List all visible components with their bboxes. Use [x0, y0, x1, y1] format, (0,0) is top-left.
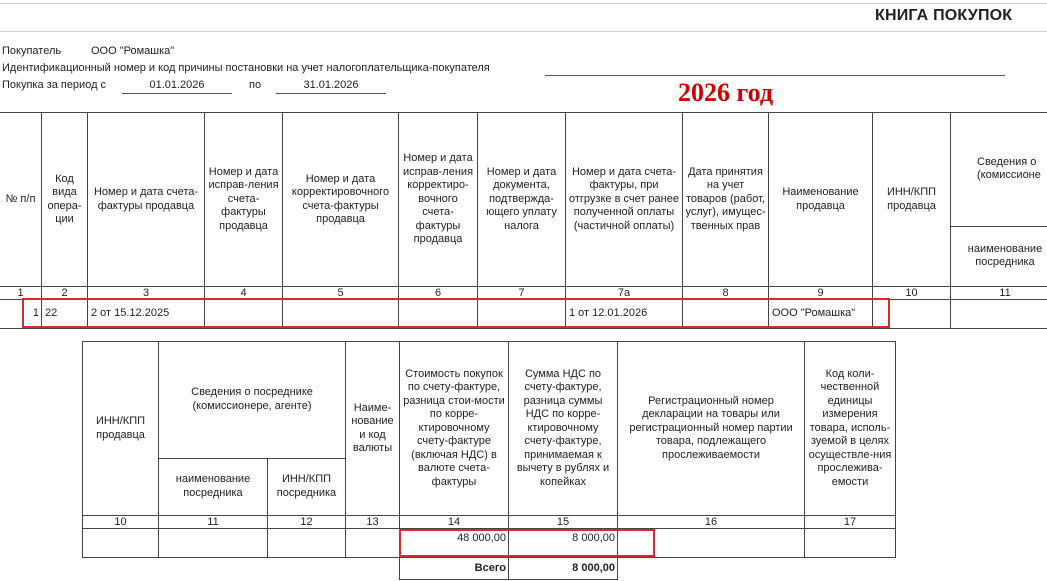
period-label: Покупка за период с [2, 79, 107, 91]
total-vat: 8 000,00 [509, 558, 618, 580]
col-header-4: Номер и дата исправ-ления счета-фактуры продавца [205, 113, 283, 287]
col-number: 1 [0, 287, 42, 300]
period-from: 01.01.2026 [122, 79, 232, 94]
period-to-label: по [249, 79, 262, 91]
row-number: 1 [0, 300, 42, 329]
inn-value-line [545, 75, 1005, 76]
column-number-row [0, 287, 1047, 300]
buyer-label: Покупатель [2, 45, 62, 57]
currency [346, 529, 400, 558]
col-header-3: Номер и дата счета-фактуры продавца [88, 113, 205, 287]
year-annotation: 2026 год [678, 78, 774, 107]
intermediary-group-header: Сведения о посреднике (комиссионере, агенте) [159, 342, 346, 459]
payment-document [478, 300, 566, 329]
unit-code [805, 529, 896, 558]
col-number: 17 [805, 516, 896, 529]
col-header-9: Наименование продавца [769, 113, 873, 287]
col-number: 8 [683, 287, 769, 300]
col-number: 11 [951, 287, 1047, 300]
col-header-11: наименование посредника [951, 226, 1047, 286]
purchase-book-table-continued [82, 341, 896, 580]
declaration-number [618, 529, 805, 558]
col-header-15: Сумма НДС по счету-фактуре, разница суммы НДС по корре-ктировочному счету-фактуре, принимаемая к вычету в рублях и копейках [509, 342, 618, 516]
col-number: 4 [205, 287, 283, 300]
seller-inn [873, 300, 951, 329]
col-header-13: Наиме-нование и код валюты [346, 342, 400, 516]
col-number: 9 [769, 287, 873, 300]
col-number: 13 [346, 516, 400, 529]
col-header-6: Номер и дата исправ-ления корректиро-вочного счета-фактуры продавца [399, 113, 478, 287]
col-number: 14 [400, 516, 509, 529]
col-number: 11 [159, 516, 268, 529]
page-title: КНИГА ПОКУПОК [875, 7, 1013, 24]
prepayment-invoice: 1 от 12.01.2026 [566, 300, 683, 329]
period-to: 31.01.2026 [276, 79, 386, 94]
col-number: 2 [42, 287, 88, 300]
col-header-2: Код вида опера-ции [42, 113, 88, 287]
purchase-book-table [0, 112, 1047, 329]
col-number: 12 [268, 516, 346, 529]
total-row [83, 558, 896, 580]
purchase-cost: 48 000,00 [400, 529, 509, 558]
table-row[interactable] [0, 300, 1047, 329]
intermediary-name [159, 529, 268, 558]
adjustment-invoice [283, 300, 399, 329]
col-header-14: Стоимость покупок по счету-фактуре, разница стои-мости по корре-ктировочному счету-фактуре (включая НДС) в валюте счета-фактуры [400, 342, 509, 516]
col-number: 6 [399, 287, 478, 300]
title-divider [0, 31, 1047, 32]
col-header-10: ИНН/КПП продавца [873, 113, 951, 287]
acceptance-date [683, 300, 769, 329]
col-header-16: Регистрационный номер декларации на товары или регистрационный номер партии товара, подлежащего прослеживаемости [618, 342, 805, 516]
vat-amount: 8 000,00 [509, 529, 618, 558]
inn-label: Идентификационный номер и код причины постановки на учет налогоплательщика-покупателя [2, 62, 490, 74]
col-number: 7а [566, 287, 683, 300]
col-header-17: Код коли-чественной единицы измерения товара, исполь-зуемой в целях осуществле-ния прослежива-емости [805, 342, 896, 516]
total-label: Всего [400, 558, 509, 580]
col-header-8: Дата принятия на учет товаров (работ, услуг), имущес-твенных прав [683, 113, 769, 287]
col-number: 10 [83, 516, 159, 529]
col-number: 10 [873, 287, 951, 300]
operation-code: 22 [42, 300, 88, 329]
col-header-7a: Номер и дата счета-фактуры, при отгрузке в счет ранее полученной оплаты (частичной оплаты) [566, 113, 683, 287]
intermediary-name [951, 300, 1047, 329]
seller-inn [83, 529, 159, 558]
intermediary-group-header: Сведения о (комиссионе [951, 113, 1047, 227]
invoice-number: 2 от 15.12.2025 [88, 300, 205, 329]
table-row[interactable] [83, 529, 896, 558]
col-number: 16 [618, 516, 805, 529]
col-header-10-seller-inn: ИНН/КПП продавца [83, 342, 159, 516]
buyer-value: ООО "Ромашка" [91, 45, 175, 57]
seller-name: ООО "Ромашка" [769, 300, 873, 329]
column-number-row [83, 516, 896, 529]
top-divider [0, 3, 1047, 4]
col-number: 7 [478, 287, 566, 300]
col-number: 3 [88, 287, 205, 300]
adjustment-correction [399, 300, 478, 329]
col-number: 15 [509, 516, 618, 529]
col-header-12-intermediary-inn: ИНН/КПП посредника [268, 458, 346, 515]
col-header-11-intermediary: наименование посредника [159, 458, 268, 515]
intermediary-inn [268, 529, 346, 558]
col-header-7: Номер и дата документа, подтвержда-ющего уплату налога [478, 113, 566, 287]
col-header-1: № п/п [0, 113, 42, 287]
correction-number [205, 300, 283, 329]
col-number: 5 [283, 287, 399, 300]
col-header-5: Номер и дата корректировочного счета-фактуры продавца [283, 113, 399, 287]
